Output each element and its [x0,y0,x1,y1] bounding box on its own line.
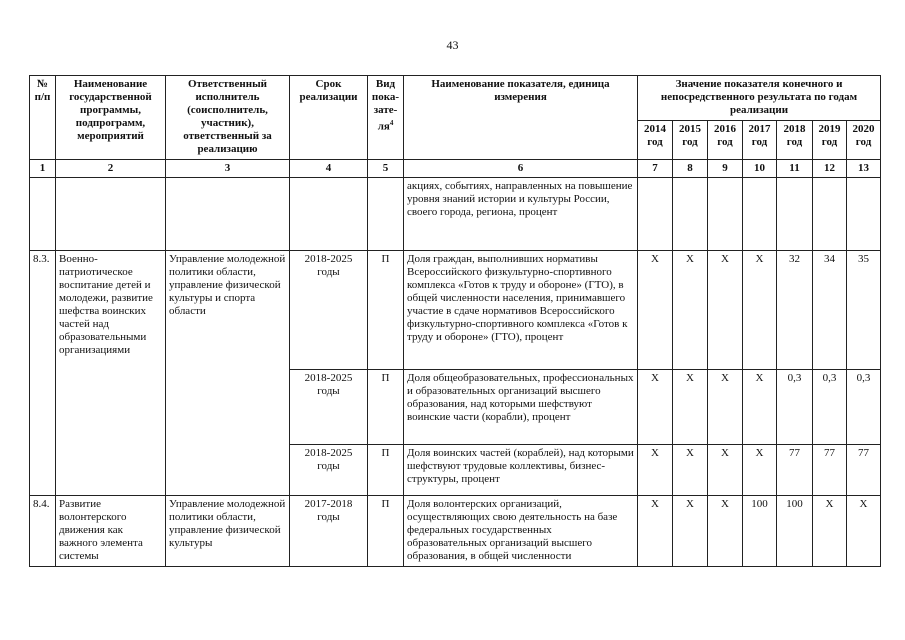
value-cell: Х [847,496,881,567]
value-cell: Х [813,496,847,567]
indicator-cell: Доля граждан, выполнивших нормативы Всероссийского физкультурно-спортивного комплекса «Готов к труду и обороне» (ГТО), в общей численности населения, принимавшего участие в сдаче нормативов Всероссийского физкультурно-спортивного комплекса «Готов к труду и обороне» (ГТО), процент [404,251,638,370]
value-cell: Х [638,370,673,445]
column-number: 10 [743,160,777,178]
empty-cell [638,178,673,251]
value-cell: 34 [813,251,847,370]
row-number: 8.3. [30,251,56,496]
column-number: 9 [708,160,743,178]
value-cell: 77 [813,445,847,496]
value-cell: 100 [743,496,777,567]
value-cell: Х [708,445,743,496]
header-year: 2017 год [743,121,777,160]
value-cell: Х [708,496,743,567]
column-number: 6 [404,160,638,178]
header-year: 2014 год [638,121,673,160]
value-cell: Х [743,251,777,370]
value-cell: Х [708,251,743,370]
value-cell: 32 [777,251,813,370]
column-number: 2 [56,160,166,178]
value-cell: 35 [847,251,881,370]
empty-cell [56,178,166,251]
empty-cell [743,178,777,251]
empty-cell [673,178,708,251]
executor-cell: Управление молодежной политики области, управление физической культуры [166,496,290,567]
value-cell: 100 [777,496,813,567]
column-numbers-row [30,160,881,178]
indicators-table [29,75,881,567]
header-indicator: Наименование показателя, единица измерения [404,76,638,160]
value-cell: 0,3 [847,370,881,445]
empty-cell [813,178,847,251]
value-cell: 77 [847,445,881,496]
header-year: 2020 год [847,121,881,160]
page-number: 43 [446,38,459,52]
indicator-cell: акциях, событиях, направленных на повышение уровня знаний истории и культуры России, своего города, региона, процент [404,178,638,251]
empty-cell [777,178,813,251]
empty-cell [847,178,881,251]
table-row [30,251,881,370]
value-cell: 77 [777,445,813,496]
value-cell: Х [743,370,777,445]
column-number: 5 [368,160,404,178]
value-cell: Х [673,496,708,567]
header-year: 2019 год [813,121,847,160]
kind-cell: П [368,370,404,445]
header-no: № п/п [30,76,56,160]
kind-cell: П [368,251,404,370]
executor-cell: Управление молодежной политики области, управление физической культуры и спорта области [166,251,290,496]
empty-cell [166,178,290,251]
value-cell: 0,3 [813,370,847,445]
empty-cell [368,178,404,251]
indicator-cell: Доля воинских частей (кораблей), над которыми шефствуют трудовые коллективы, бизнес-структуры, процент [404,445,638,496]
value-cell: 0,3 [777,370,813,445]
table-row [30,496,881,567]
value-cell: Х [708,370,743,445]
header-year: 2015 год [673,121,708,160]
table-row [30,178,881,251]
header-kind-text: Вид пока-зате-ля [371,78,400,133]
column-number: 13 [847,160,881,178]
column-number: 1 [30,160,56,178]
value-cell: Х [638,496,673,567]
period-cell: 2018-2025 годы [290,251,368,370]
header-year: 2016 год [708,121,743,160]
header-executor: Ответственный исполнитель (соисполнитель, участник), ответственный за реализацию [166,76,290,160]
column-number: 3 [166,160,290,178]
indicator-cell: Доля общеобразовательных, профессиональных и образовательных организаций высшего образования, над которыми шефствуют воинские части (корабли), процент [404,370,638,445]
empty-cell [290,178,368,251]
value-cell: Х [638,251,673,370]
empty-cell [708,178,743,251]
value-cell: Х [673,251,708,370]
period-cell: 2018-2025 годы [290,445,368,496]
header-kind [368,76,404,160]
header-row [30,76,881,121]
value-cell: Х [673,370,708,445]
kind-cell: П [368,496,404,567]
value-cell: Х [638,445,673,496]
header-program-name: Наименование государственной программы, подпрограмм, мероприятий [56,76,166,160]
empty-cell [30,178,56,251]
header-kind-footnote: 4 [389,119,394,127]
column-number: 12 [813,160,847,178]
column-number: 8 [673,160,708,178]
header-year: 2018 год [777,121,813,160]
indicator-cell: Доля волонтерских организаций, осуществляющих свою деятельность на базе федеральных государственных образовательных организаций высшего образования, в общей численности [404,496,638,567]
kind-cell: П [368,445,404,496]
header-period: Срок реализации [290,76,368,160]
header-values-group: Значение показателя конечного и непосредственного результата по годам реализации [638,76,881,121]
period-cell: 2018-2025 годы [290,370,368,445]
period-cell: 2017-2018 годы [290,496,368,567]
measure-name: Военно-патриотическое воспитание детей и молодежи, развитие шефства воинских частей над образовательными организациями [56,251,166,496]
value-cell: Х [743,445,777,496]
value-cell: Х [673,445,708,496]
row-number: 8.4. [30,496,56,567]
column-number: 11 [777,160,813,178]
measure-name: Развитие волонтерского движения как важного элемента системы [56,496,166,567]
column-number: 7 [638,160,673,178]
column-number: 4 [290,160,368,178]
